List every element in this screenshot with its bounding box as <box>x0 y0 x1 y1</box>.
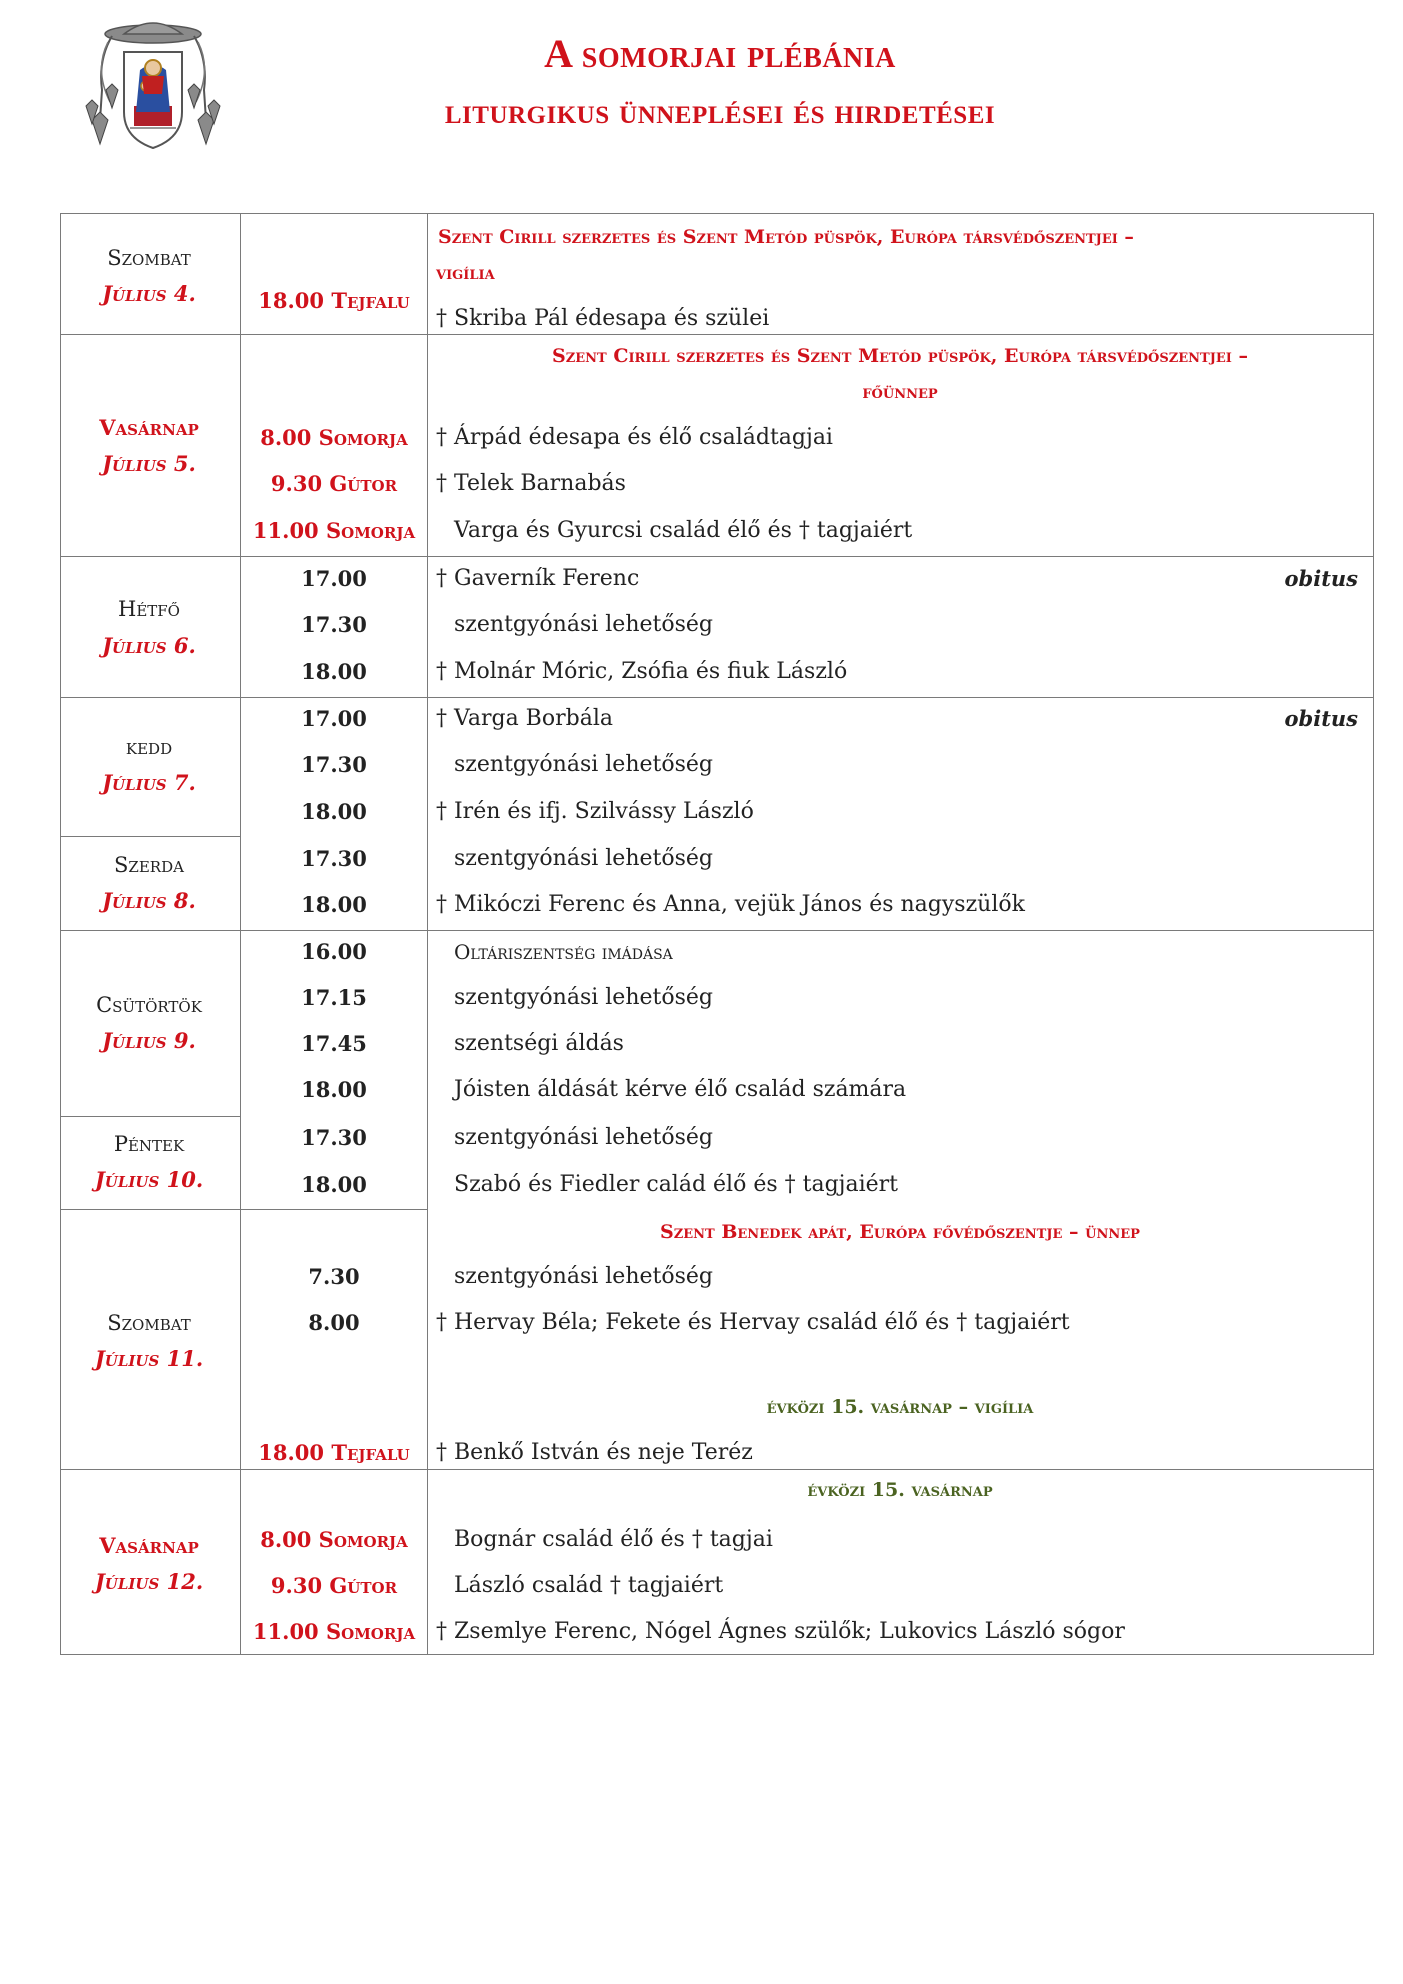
mass-time: 18.00 <box>301 1172 367 1197</box>
mass-intention: † Gaverník Ferenc <box>436 566 640 591</box>
mass-time: 18.00 <box>301 659 367 684</box>
day-date: Július 12. <box>94 1569 204 1594</box>
feast-heading: évközi 15. vasárnap <box>807 1479 993 1501</box>
mass-intention: † Telek Barnabás <box>436 471 626 496</box>
mass-intention: † Benkő István és neje Teréz <box>436 1440 753 1465</box>
feast-heading: évközi 15. vasárnap – vigília <box>766 1396 1034 1418</box>
day-name: Péntek <box>113 1132 185 1156</box>
day-date: Július 10. <box>94 1167 204 1192</box>
feast-heading: Szent Cirill szerzetes és Szent Metód püspök, Európa társvédőszentjei – <box>438 226 1134 248</box>
mass-time: 17.45 <box>301 1031 367 1056</box>
mass-time: 18.00 <box>301 892 367 917</box>
mass-intention: Bognár család élő és † tagjai <box>454 1527 773 1552</box>
mass-time: 11.00 Somorja <box>252 1619 416 1644</box>
mass-time: 18.00 Tejfalu <box>258 288 410 313</box>
mass-time: 17.30 <box>301 612 367 637</box>
mass-intention: Varga és Gyurcsi család élő és † tagjaiért <box>454 518 913 543</box>
obitus-note: obitus <box>1284 706 1358 731</box>
day-date: Július 7. <box>102 770 196 795</box>
feast-heading: főünnep <box>862 381 938 403</box>
mass-intention: † Árpád édesapa és élő családtagjai <box>436 425 833 450</box>
mass-intention: László család † tagjaiért <box>454 1573 724 1598</box>
mass-intention: szentgyónási lehetőség <box>454 985 713 1010</box>
mass-time: 16.00 <box>301 939 367 964</box>
day-name: kedd <box>125 735 173 759</box>
mass-time: 17.00 <box>301 706 367 731</box>
mass-time: 17.00 <box>301 566 367 591</box>
page-title-line-2: liturgikus ünneplései és hirdetései <box>444 91 996 131</box>
day-date: Július 5. <box>102 451 196 476</box>
feast-heading: vigília <box>436 262 495 284</box>
mass-time: 17.30 <box>301 846 367 871</box>
day-name: Szombat <box>107 246 191 270</box>
mass-intention: szentgyónási lehetőség <box>454 752 713 777</box>
mass-time: 7.30 <box>308 1264 360 1289</box>
mass-intention: Oltáriszentség imádása <box>454 940 673 964</box>
mass-time: 8.00 Somorja <box>260 1527 408 1552</box>
mass-time: 8.00 Somorja <box>260 425 408 450</box>
mass-intention: szentgyónási lehetőség <box>454 1125 713 1150</box>
mass-time: 9.30 Gútor <box>270 1573 398 1598</box>
mass-time: 11.00 Somorja <box>252 518 416 543</box>
day-date: Július 6. <box>102 633 196 658</box>
mass-intention: † Mikóczi Ferenc és Anna, vejük János és nagyszülők <box>436 892 1025 917</box>
mass-time: 18.00 <box>301 1077 367 1102</box>
mass-time: 17.15 <box>301 985 367 1010</box>
parish-coat-of-arms-logo <box>84 20 222 152</box>
feast-heading: Szent Benedek apát, Európa fővédőszentje – ünnep <box>660 1221 1140 1243</box>
mass-intention: szentgyónási lehetőség <box>454 612 713 637</box>
obitus-note: obitus <box>1284 566 1358 591</box>
day-name: Vasárnap <box>99 1533 199 1558</box>
mass-intention: † Irén és ifj. Szilvássy László <box>436 799 754 824</box>
day-name: Szerda <box>114 853 184 877</box>
mass-time: 8.00 <box>308 1310 360 1335</box>
mass-intention: † Skriba Pál édesapa és szülei <box>436 306 770 331</box>
day-date: Július 9. <box>102 1028 196 1053</box>
mass-intention: szentgyónási lehetőség <box>454 846 713 871</box>
page-title-line-1: A somorjai plébánia <box>544 31 896 76</box>
mass-intention: † Hervay Béla; Fekete és Hervay család élő és † tagjaiért <box>436 1310 1070 1335</box>
day-date: Július 4. <box>102 281 196 306</box>
mass-intention: szentgyónási lehetőség <box>454 1264 713 1289</box>
day-name: Szombat <box>107 1311 191 1335</box>
day-date: Július 11. <box>94 1346 204 1371</box>
mass-intention: szentségi áldás <box>454 1031 624 1056</box>
mass-intention: † Molnár Móric, Zsófia és fiuk László <box>436 659 848 684</box>
mass-intention: † Varga Borbála <box>436 706 613 731</box>
mass-time: 17.30 <box>301 1125 367 1150</box>
mass-time: 18.00 Tejfalu <box>258 1440 410 1465</box>
day-name: Vasárnap <box>99 415 199 440</box>
mass-time: 17.30 <box>301 752 367 777</box>
day-name: Csütörtök <box>96 993 202 1017</box>
mass-intention: † Zsemlye Ferenc, Nógel Ágnes szülők; Lukovics László sógor <box>436 1619 1125 1644</box>
feast-heading: Szent Cirill szerzetes és Szent Metód püspök, Európa társvédőszentjei – <box>552 345 1248 367</box>
day-name: Hétfő <box>118 597 180 621</box>
mass-intention: Jóisten áldását kérve élő család számára <box>454 1077 907 1102</box>
mass-time: 18.00 <box>301 799 367 824</box>
mass-time: 9.30 Gútor <box>270 471 398 496</box>
mass-intention: Szabó és Fiedler calád élő és † tagjaiért <box>454 1172 899 1197</box>
day-date: Július 8. <box>102 888 196 913</box>
